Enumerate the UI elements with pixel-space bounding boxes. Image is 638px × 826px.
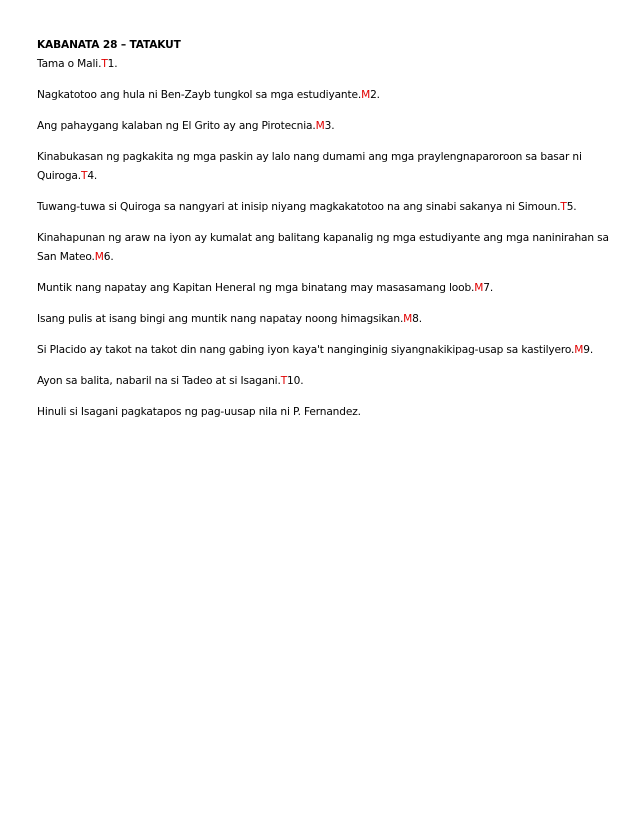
question-text: Ayon sa balita, nabaril na si Tadeo at si Isagani.	[37, 375, 281, 387]
instruction-text: Tama o Mali.	[37, 58, 102, 70]
question-item	[37, 310, 617, 329]
answer-mark: T	[80, 170, 88, 182]
item-number: 8.	[412, 313, 422, 325]
item-number: 4.	[87, 170, 98, 182]
item-number: 5.	[566, 201, 577, 213]
item-number: 6.	[103, 251, 114, 263]
question-text: Kinahapunan ng araw na iyon ay kumalat ang balitang kapanalig ng mga estudiyante ang mga naninirahan sa San Mateo.	[37, 232, 609, 263]
answer-mark: M	[361, 89, 371, 101]
question-item	[37, 117, 617, 136]
question-item	[37, 229, 617, 267]
question-item	[37, 198, 617, 217]
answer-mark: T	[560, 201, 567, 213]
item-number: 10.	[287, 375, 304, 387]
document-title: KABANATA 28 – TATAKUT	[37, 39, 181, 51]
question-item	[37, 148, 617, 186]
question-text: Si Placido ay takot na takot din nang gabing iyon kaya't nanginginig siyangnakikipag-usap sa kastilyero.	[37, 344, 575, 356]
item-number: 1.	[107, 58, 118, 70]
document-content	[37, 36, 617, 434]
question-text: Nagkatotoo ang hula ni Ben-Zayb tungkol sa mga estudiyante.	[37, 89, 362, 101]
answer-mark: M	[574, 344, 584, 356]
question-text: Kinabukasan ng pagkakita ng mga paskin ay lalo nang dumami ang mga praylengnaparoroon sa basar ni Quiroga.	[37, 151, 582, 182]
answer-mark: T	[280, 375, 288, 387]
item-number: 3.	[324, 120, 335, 132]
item-number: 7.	[483, 282, 494, 294]
answer-mark: M	[474, 282, 484, 294]
question-item	[37, 372, 617, 391]
question-item	[37, 403, 617, 422]
question-item	[37, 341, 617, 360]
question-item	[37, 86, 617, 105]
instruction-line	[37, 55, 617, 74]
answer-mark: M	[403, 313, 413, 325]
question-text: Ang pahaygang kalaban ng El Grito ay ang Pirotecnia.	[37, 120, 316, 132]
question-text: Isang pulis at isang bingi ang muntik nang napatay noong himagsikan.	[37, 313, 404, 325]
answer-mark: T	[101, 58, 108, 70]
answer-mark: M	[94, 251, 104, 263]
question-text: Hinuli si Isagani pagkatapos ng pag-uusap nila ni P. Fernandez.	[37, 406, 361, 418]
question-text: Tuwang-tuwa si Quiroga sa nangyari at inisip niyang magkakatotoo na ang sinabi sakanya ni Simoun.	[37, 201, 561, 213]
question-item	[37, 279, 617, 298]
item-number: 2.	[370, 89, 380, 101]
answer-mark: M	[315, 120, 325, 132]
item-number: 9.	[583, 344, 594, 356]
question-text: Muntik nang napatay ang Kapitan Heneral ng mga binatang may masasamang loob.	[37, 282, 475, 294]
